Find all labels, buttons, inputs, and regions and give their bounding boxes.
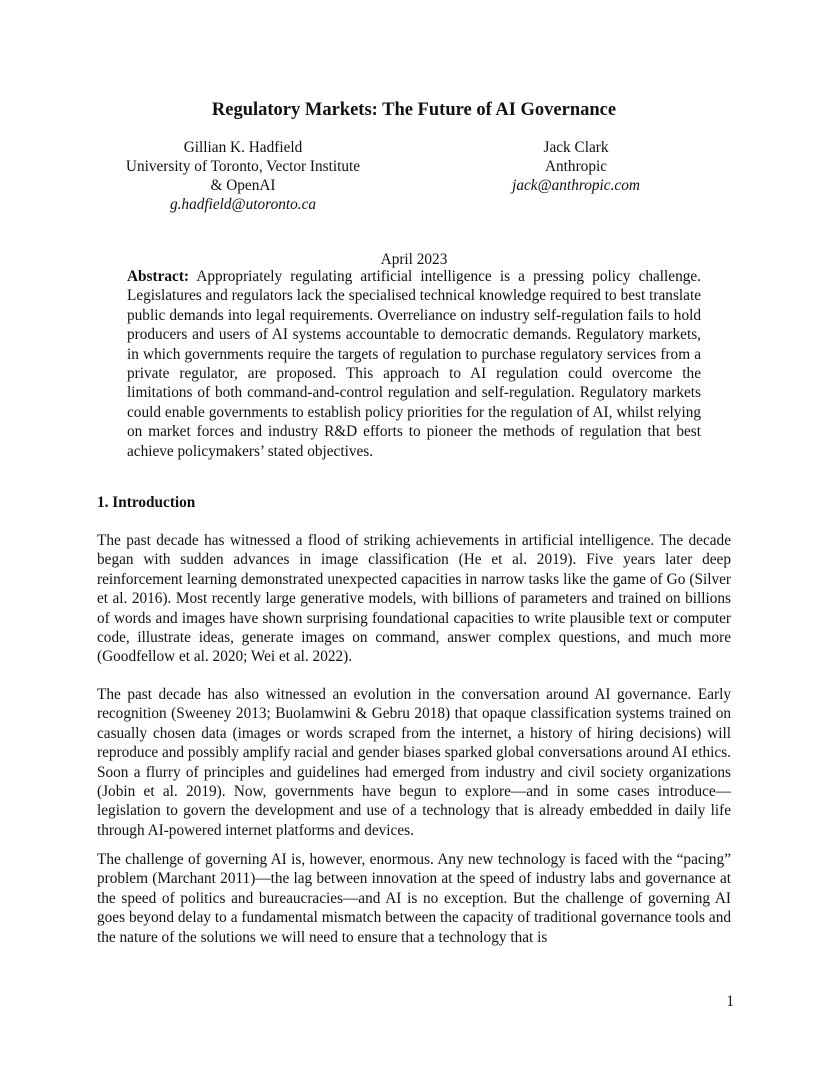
section-heading: 1. Introduction [97, 494, 196, 511]
abstract-label: Abstract: [127, 268, 190, 285]
abstract-text: Appropriately regulating artificial intelligence is a pressing policy challenge. Legislatures and regulators lack the specialised technical knowledge required to best translate public demands into legal requirements. Overreliance on industry self-regulation fails to hold producers and users of AI systems accountable to democratic demands. Regulatory markets, in which governments require the targets of regulation to purchase regulatory services from a private regulator, are proposed. This approach to AI regulation could overcome the limitations of both command-and-control regulation and self-regulation. Regulatory markets could enable governments to establish policy priorities for the regulation of AI, whilst relying on market forces and industry R&D efforts to pioneer the methods of regulation that best achieve policymakers’ stated objectives. [127, 268, 702, 460]
publication-date: April 2023 [380, 251, 448, 268]
abstract [127, 267, 701, 461]
paper-title: Regulatory Markets: The Future of AI Governance [211, 100, 617, 120]
author-block-clark [492, 138, 660, 195]
author-affiliation: Anthropic [544, 158, 608, 175]
author-block-hadfield [105, 138, 381, 214]
author-name: Jack Clark [543, 139, 609, 156]
page-number: 1 [726, 993, 734, 1010]
author-email: jack@anthropic.com [512, 177, 640, 194]
body-paragraph: The past decade has also witnessed an evolution in the conversation around AI governance. Early recognition (Sweeney 2013; Buolamwini & Gebru 2018) that opaque classification systems trained on casually chosen data (images or words scraped from the internet, a history of hiring decisions) will reproduce and possibly amplify racial and gender biases sparked global conversations around AI ethics. Soon a flurry of principles and guidelines had emerged from industry and civil society organizations (Jobin et al. 2019). Now, governments have begun to explore—and in some cases introduce—legislation to govern the development and use of a technology that is already embedded in daily life through AI-powered internet platforms and devices. [97, 686, 731, 839]
author-email: g.hadfield@utoronto.ca [169, 196, 317, 213]
body-paragraph: The past decade has witnessed a flood of striking achievements in artificial intelligence. The decade began with sudden advances in image classification (He et al. 2019). Five years later deep reinforcement learning demonstrated unexpected capacities in narrow tasks like the game of Go (Silver et al. 2016). Most recently large generative models, with billions of parameters and trained on billions of words and images have shown surprising foundational capacities to write plausible text or computer code, illustrate ideas, generate images on command, answer complex questions, and much more (Goodfellow et al. 2020; Wei et al. 2022). [97, 532, 731, 666]
author-affiliation: University of Toronto, Vector Institute [125, 158, 361, 175]
body-paragraph: The challenge of governing AI is, however, enormous. Any new technology is faced with the “pacing” problem (Marchant 2011)—the lag between innovation at the speed of industry labs and governance at the speed of politics and bureaucracies—and AI is no exception. But the challenge of governing AI goes beyond delay to a fundamental mismatch between the capacity of traditional governance tools and the nature of the solutions we will need to ensure that a technology that is [97, 851, 731, 946]
author-name: Gillian K. Hadfield [183, 139, 303, 156]
author-affiliation: & OpenAI [210, 177, 276, 194]
